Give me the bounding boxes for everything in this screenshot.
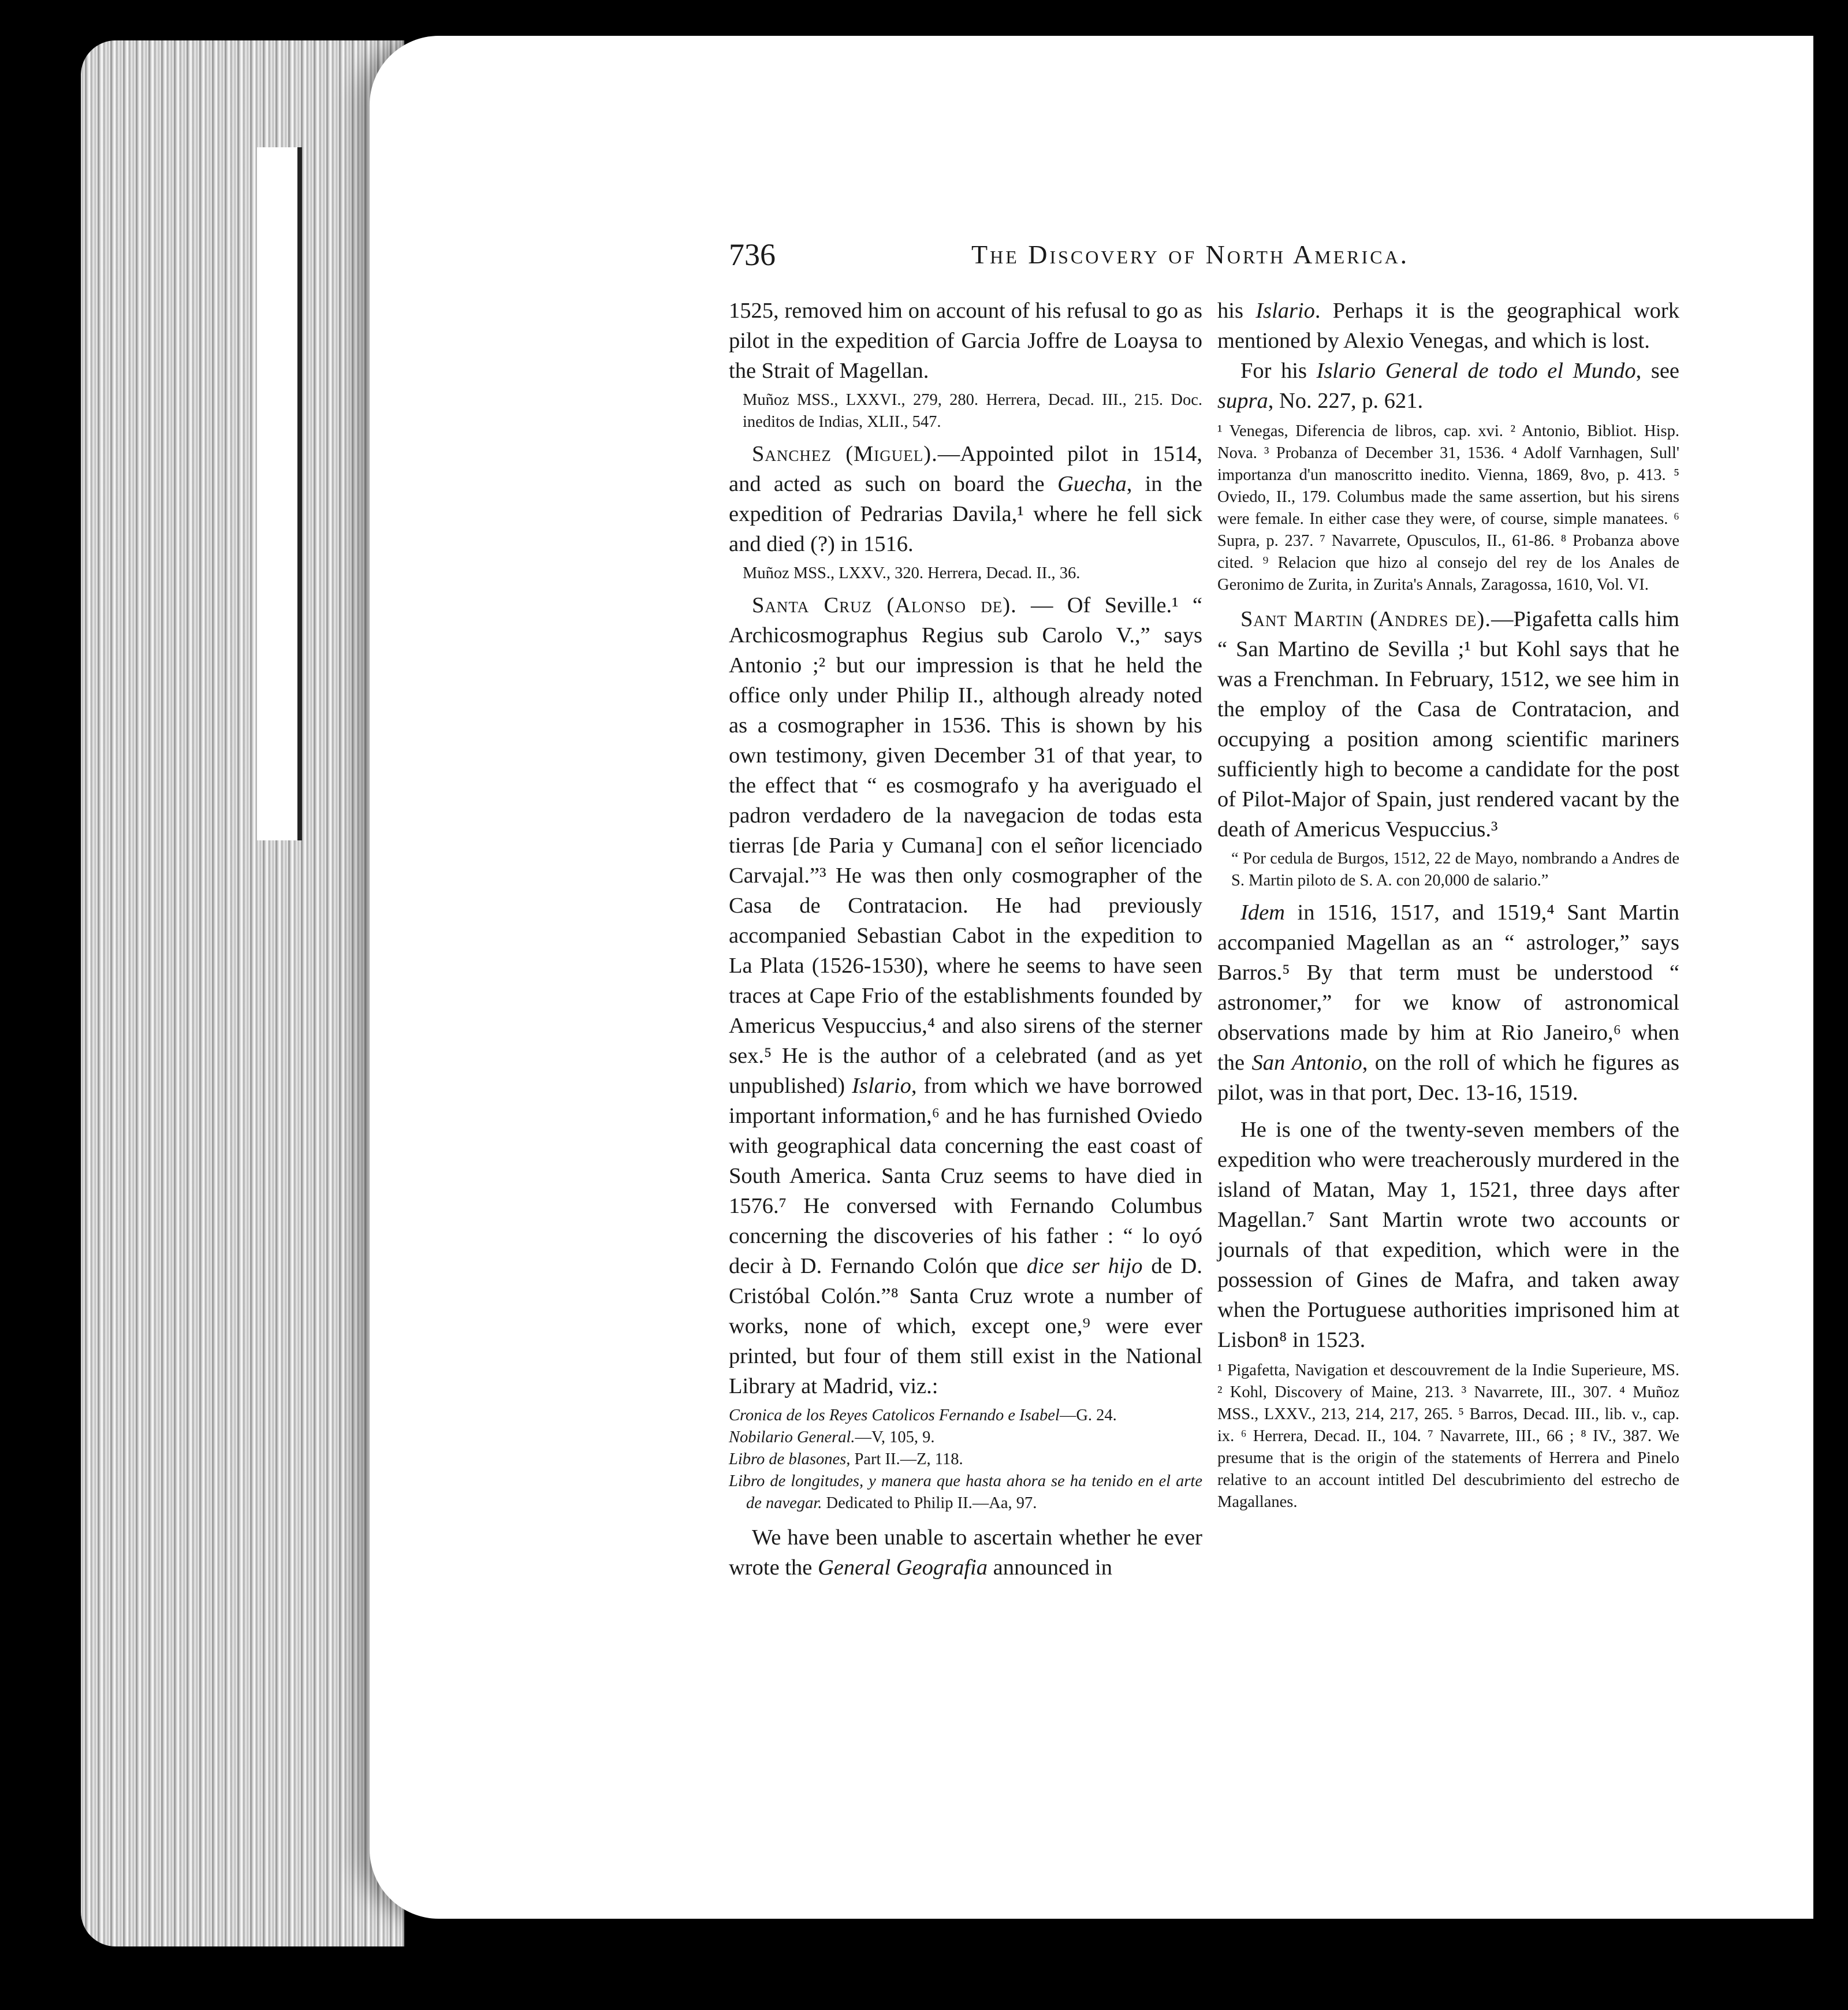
entry-name-santa-cruz: Santa Cruz (Alonso de). [752, 593, 1017, 617]
bookmark-strip [257, 147, 302, 840]
list-item [729, 1405, 1202, 1427]
entry-name-sant-martin: Sant Martin (Andres de). [1240, 607, 1491, 631]
paragraph-text: , No. 227, p. 621. [1268, 389, 1424, 413]
list-item [729, 1471, 1202, 1514]
paragraph-text: For his [1240, 359, 1317, 383]
paragraph-top [1217, 296, 1679, 356]
left-column [729, 296, 1202, 1583]
paragraph-final [729, 1523, 1202, 1583]
work-location: —G. 24. [1059, 1406, 1117, 1424]
running-title: The Discovery of North America. [971, 240, 1410, 269]
reference-sanchez: Muñoz MSS., LXXV., 320. Herrera, Decad. II., 36. [743, 564, 1081, 582]
entry-text: de D. Cristóbal Colón.”⁸ Santa Cruz wrote a number of works, none of which, except one,⁹ were ever printed, but four of them still exist in the National Library at Madrid, viz.: [729, 1254, 1202, 1398]
paragraph-text: , on the roll of which he figures as pilot, was in that port, Dec. 13-16, 1519. [1217, 1051, 1679, 1105]
entry-text: , from which we have borrowed important information,⁶ and he has furnished Oviedo with geographical data concerning the east coast of South America. Santa Cruz seems to have died in 1576.⁷ He conversed with Fernando Columbus concerning the discoveries of his father : “ lo oyó decir à D. Fernando Colón que [729, 1074, 1202, 1278]
entry-text: —Pigafetta calls him “ San Martino de Sevilla ;¹ but Kohl says that he was a Frenchman. In February, 1512, we see him in the employ of the Casa de Contratacion, and occupying a position among scientific mariners sufficiently high to become a candidate for the post of Pilot-Major of Spain, just rendered vacant by the death of Americus Vespuccius.³ [1217, 607, 1679, 842]
footnotes-sant-martin: ¹ Pigafetta, Navigation et descouvrement de la Indie Superieure, MS. ² Kohl, Discovery of Maine, 213. ³ Navarrete, III., 307. ⁴ Muñoz MSS., LXXV., 213, 214, 217, 265. ⁵ Barros, Decad. III., lib. v., cap. ix. ⁶ Herrera, Decad. II., 104. ⁷ Navarrete, III., 66 ; ⁸ IV., 387. We presume that is the origin of the statements of Herrera and Pinelo relative to an account intitled Del descubrimiento del estrecho de Magallanes. [1217, 1361, 1679, 1511]
work-location: Part II.—Z, 118. [850, 1450, 963, 1468]
work-title: Nobilario General. [729, 1428, 855, 1446]
works-list [729, 1405, 1202, 1514]
paragraph-text: . Perhaps it is the geographical work mentioned by Alexio Venegas, and which is lost. [1217, 299, 1679, 353]
list-item [729, 1449, 1202, 1471]
paragraph-twenty-seven: He is one of the twenty-seven members of the expedition who were treacherously murdered in the island of Matan, May 1, 1521, three days after Magellan.⁷ Sant Martin wrote two accounts or journals of that expedition, which were in the possession of Gines de Mafra, and taken away when the Portuguese authorities imprisoned him at Lisbon⁸ in 1523. [1217, 1118, 1679, 1352]
quotation-cedula: “ Por cedula de Burgos, 1512, 22 de Mayo, nombrando a Andres de S. Martin piloto de S. A. con 20,000 de salario.” [1231, 850, 1679, 889]
paragraph-idem [1217, 898, 1679, 1108]
footnotes-santa-cruz: ¹ Venegas, Diferencia de libros, cap. xvi. ² Antonio, Bibliot. Hisp. Nova. ³ Probanza of December 31, 1536. ⁴ Adolf Varnhagen, Sull' importanza d'un manoscritto inedito. Vienna, 1869, 8vo, p. 413. ⁵ Oviedo, II., 179. Columbus made the same assertion, but his sirens were female. In either case they were, of course, simple manatees. ⁶ Supra, p. 237. ⁷ Navarrete, Opusculos, II., 61-86. ⁸ Probanza above cited. ⁹ Relacion que hizo al consejo del rey de los Anales de Geronimo de Zurita, in Zurita's Annals, Zaragossa, 1610, Vol. VI. [1217, 422, 1679, 594]
right-column [1217, 296, 1679, 1521]
page-header [729, 237, 1682, 283]
paragraph-text: , see [1635, 359, 1679, 383]
paragraph-for-his [1217, 356, 1679, 416]
entry-text: —Appointed pilot in 1514, and acted as such on board the [729, 442, 1202, 496]
work-title: Cronica de los Reyes Catolicos Fernando e Isabel [729, 1406, 1060, 1424]
paragraph-text: his [1217, 299, 1256, 323]
work-title: Libro de blasones, [729, 1450, 851, 1468]
work-location: —V, 105, 9. [855, 1428, 935, 1446]
book-page-edges [81, 40, 404, 1946]
work-title: Libro de longitudes, y manera que hasta ahora se ha tenido en el arte de navegar. [729, 1472, 1202, 1512]
work-title: Islario [1255, 299, 1315, 323]
work-location: Dedicated to Philip II.—Aa, 97. [822, 1494, 1037, 1512]
entry-text: — Of Seville.¹ “ Archicosmographus Regius sub Carolo V.,” says Antonio ;² but our impression is that he held the office only under Philip II., although already noted as a cosmographer in 1536. This is shown by his own testimony, given December 31 of that year, to the effect that “ es cosmografo y ha averiguado el padron verdadero de la navegacion de todas esta tierras [de Paria y Cumana] con el señor licenciado Carvajal.”³ He was then only cosmographer of the Casa de Contratacion. He had previously accompanied Sebastian Cabot in the expedition to La Plata (1526-1530), where he seems to have seen traces at Cape Frio of the establishments founded by Americus Vespuccius,⁴ and also sirens of the sterner sex.⁵ He is the author of a celebrated (and as yet unpublished) [729, 593, 1202, 1098]
idem-word: Idem [1240, 900, 1285, 925]
entry-sant-martin [1217, 604, 1679, 844]
entry-name-sanchez: Sanchez (Miguel). [752, 442, 938, 466]
entry-sanchez [729, 439, 1202, 559]
work-title: Islario [852, 1074, 911, 1098]
paragraph-text: We have been unable to ascertain whether he ever wrote the [729, 1525, 1202, 1580]
ship-name: San Antonio [1251, 1051, 1362, 1075]
work-title: General Geografia [817, 1555, 988, 1580]
ship-name: Guecha [1057, 472, 1127, 496]
entry-text: , in the expedition of Pedrarias Davila,¹ where he fell sick and died (?) in 1516. [729, 472, 1202, 556]
paragraph-text: announced in [988, 1555, 1112, 1580]
entry-santa-cruz [729, 590, 1202, 1401]
paragraph-intro: 1525, removed him on account of his refusal to go as pilot in the expedition of Garcia Joffre de Loaysa to the Strait of Magellan. [729, 299, 1202, 383]
quoted-phrase: dice ser hijo [1026, 1254, 1143, 1278]
paragraph-text: in 1516, 1517, and 1519,⁴ Sant Martin accompanied Magellan as an “ astrologer,” says Barros.⁵ By that term must be understood “ astronomer,” for we know of astronomical observations made by him at Rio Janeiro,⁶ when the [1217, 900, 1679, 1075]
reference-intro: Muñoz MSS., LXXVI., 279, 280. Herrera, Decad. III., 215. Doc. ineditos de Indias, XLII., 547. [743, 391, 1202, 431]
work-title: Islario General de todo el Mundo [1316, 359, 1636, 383]
list-item [729, 1427, 1202, 1449]
supra-word: supra [1217, 389, 1268, 413]
page-number: 736 [729, 237, 776, 272]
